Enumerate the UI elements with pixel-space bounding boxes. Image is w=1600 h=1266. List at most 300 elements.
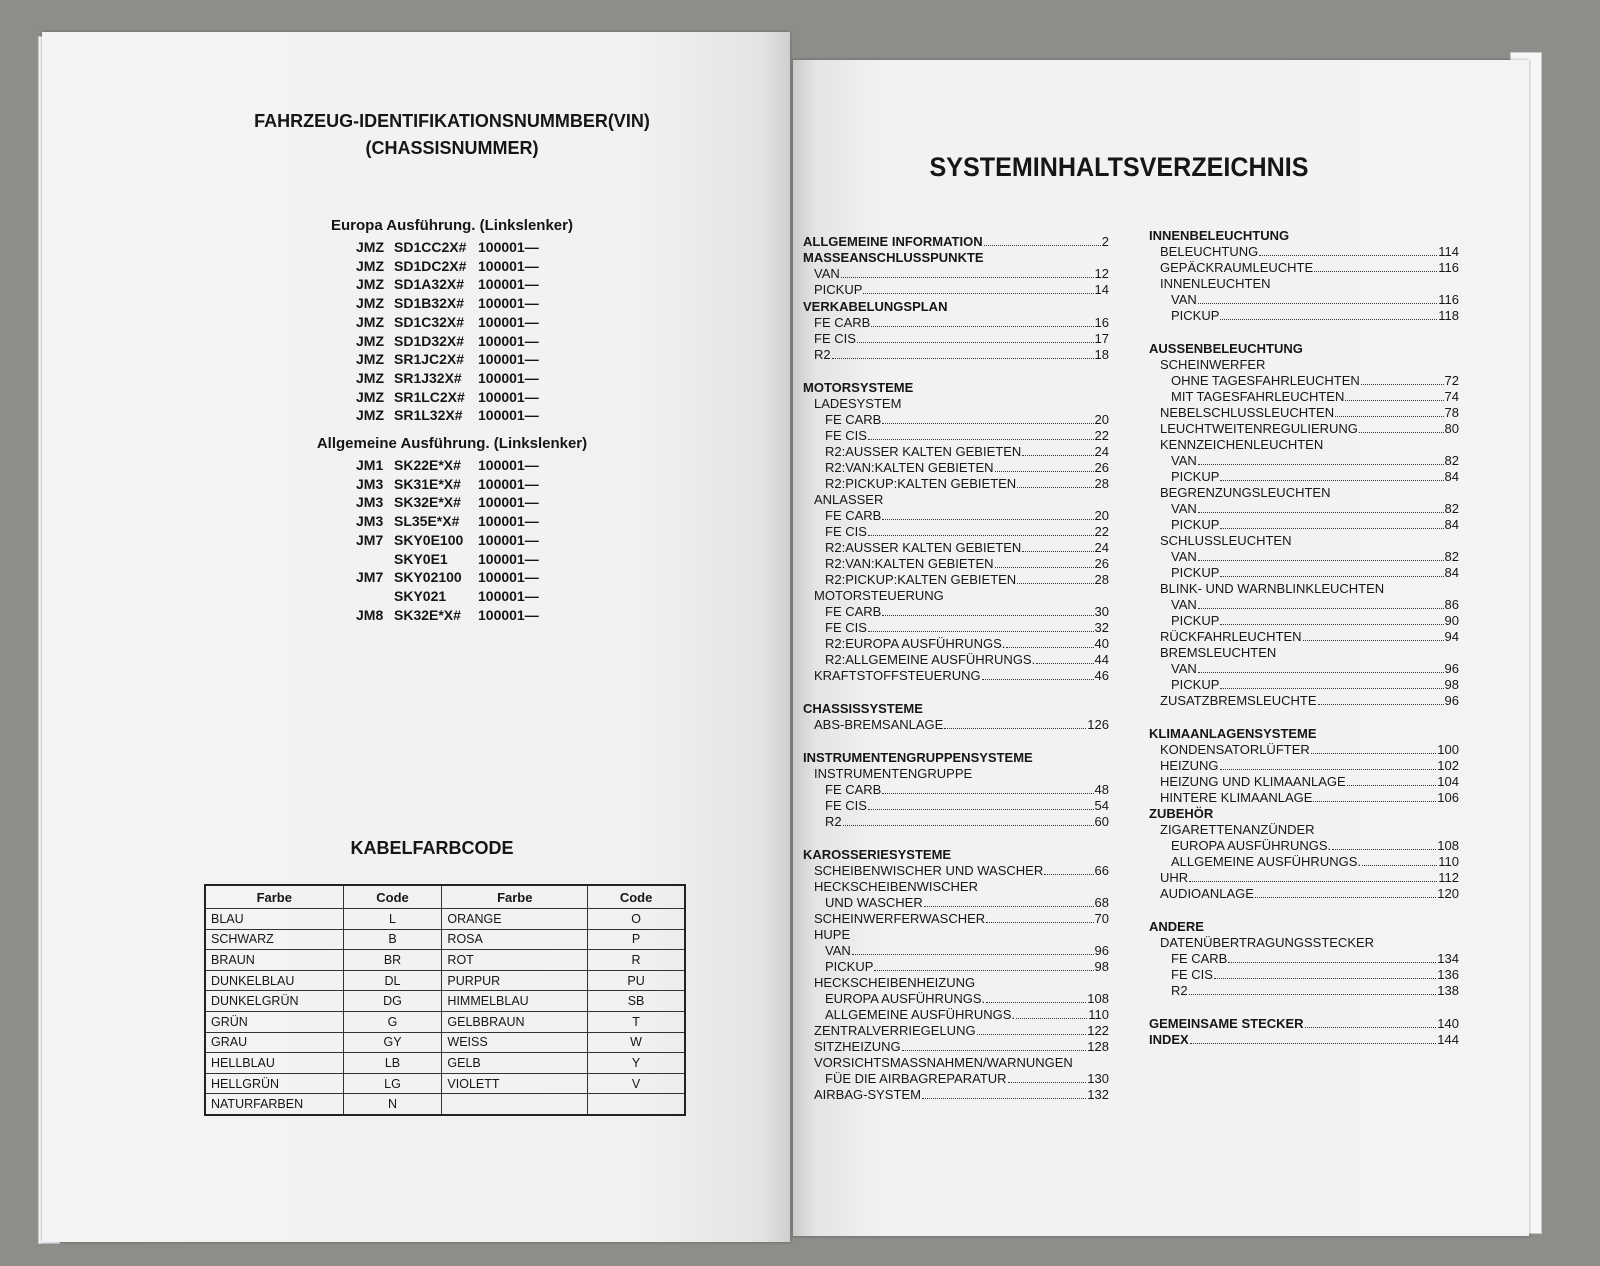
toc-entry — [814, 879, 1109, 895]
color-code-cell: GY — [343, 1032, 442, 1053]
toc-entry-title: INNENBELEUCHTUNG — [1149, 228, 1290, 243]
toc-entry-title: FE CARB — [825, 412, 882, 427]
toc-page-number: 28 — [1094, 572, 1109, 587]
color-code-cell: BR — [343, 950, 442, 971]
vin-group-heading: Europa Ausführung. (Linkslenker) — [331, 217, 573, 234]
toc-entry-title: DATENÜBERTRAGUNGSSTECKER — [1160, 935, 1375, 950]
toc-leader-dots — [1044, 874, 1093, 875]
toc-entry-title: KENNZEICHENLEUCHTEN — [1160, 437, 1324, 452]
header-code: Code — [588, 885, 685, 909]
vin-serial: 100001— — [478, 475, 539, 492]
table-row — [205, 1032, 685, 1053]
toc-page-number: 26 — [1094, 460, 1109, 475]
toc-page-number: 24 — [1094, 540, 1109, 555]
vin-serial: 100001— — [478, 332, 539, 349]
toc-entry-title: BEGRENZUNGSLEUCHTEN — [1160, 485, 1331, 500]
vin-prefix: JM7 — [356, 531, 384, 548]
toc-leader-dots — [1347, 785, 1437, 786]
toc-entry-title: PICKUP — [1171, 677, 1220, 692]
toc-entry-title: MOTORSTEUERUNG — [814, 588, 944, 603]
vin-prefix: JMZ — [356, 388, 384, 405]
toc-page-number: 18 — [1094, 347, 1109, 362]
toc-entry — [1171, 983, 1459, 999]
toc-entry — [1160, 774, 1459, 790]
toc-entry — [825, 782, 1109, 798]
toc-entry-title: KLIMAANLAGENSYSTEME — [1149, 726, 1317, 741]
toc-entry-title: FE CARB — [814, 315, 871, 330]
toc-entry — [814, 863, 1109, 879]
toc-entry-title: VAN — [1171, 501, 1197, 516]
color-code-cell: SB — [588, 991, 685, 1012]
vin-prefix: JMZ — [356, 313, 384, 330]
toc-entry-title: OHNE TAGESFAHRLEUCHTEN — [1171, 373, 1360, 388]
toc-page-number: 108 — [1087, 991, 1109, 1006]
vin-prefix: JMZ — [356, 407, 384, 424]
toc-entry-title: ALLGEMEINE AUSFÜHRUNGS. — [1171, 854, 1361, 869]
toc-leader-dots — [902, 1050, 1087, 1051]
toc-entry — [814, 766, 1109, 782]
toc-entry-title: R2:AUSSER KALTEN GEBIETEN — [825, 444, 1022, 459]
vin-serial: 100001— — [478, 587, 539, 604]
toc-page-number: 138 — [1437, 983, 1459, 998]
toc-page-number: 48 — [1094, 782, 1109, 797]
color-code-cell: DG — [343, 991, 442, 1012]
toc-entry — [1160, 276, 1459, 292]
toc-leader-dots — [882, 793, 1093, 794]
toc-page-number: 12 — [1094, 266, 1109, 281]
toc-entry-title: VAN — [814, 266, 840, 281]
toc-entry-title: PICKUP — [825, 959, 874, 974]
toc-page-number: 96 — [1094, 943, 1109, 958]
color-name-cell: GRÜN — [205, 1011, 343, 1032]
toc-page-number: 98 — [1444, 677, 1459, 692]
vin-serial: 100001— — [478, 257, 539, 274]
table-row — [205, 909, 685, 930]
toc-page-number: 130 — [1087, 1071, 1109, 1086]
color-name-cell: GRAU — [205, 1032, 343, 1053]
toc-entry — [1160, 437, 1459, 453]
toc-entry — [1160, 629, 1459, 645]
vin-prefix: JM3 — [356, 475, 384, 492]
toc-leader-dots — [882, 519, 1093, 520]
color-code-cell: N — [343, 1094, 442, 1115]
toc-page-number: 114 — [1438, 244, 1459, 259]
vin-model-code: SR1L32X# — [394, 407, 463, 424]
toc-page-number: 46 — [1094, 668, 1109, 683]
toc-entry-title: R2:VAN:KALTEN GEBIETEN — [825, 556, 994, 571]
toc-entry — [1171, 549, 1459, 565]
toc-page-number: 144 — [1437, 1032, 1459, 1047]
toc-entry-title: SCHEINWERFER — [1160, 357, 1266, 372]
toc-leader-dots — [1259, 255, 1437, 256]
toc-entry — [1171, 967, 1459, 983]
toc-entry — [825, 412, 1109, 428]
toc-leader-dots — [1198, 512, 1444, 513]
toc-leader-dots — [1345, 400, 1443, 401]
vin-serial: 100001— — [478, 295, 539, 312]
color-code-cell — [588, 1094, 685, 1115]
toc-entry — [825, 556, 1109, 572]
toc-page-number: 44 — [1094, 652, 1109, 667]
toc-entry — [1171, 308, 1459, 324]
toc-entry — [803, 234, 1109, 250]
toc-page-number: 120 — [1437, 886, 1459, 901]
toc-leader-dots — [922, 1098, 1086, 1099]
toc-entry-title: PICKUP — [1171, 308, 1220, 323]
toc-entry-title: VAN — [1171, 453, 1197, 468]
toc-entry — [1149, 1016, 1459, 1032]
toc-page-number: 94 — [1444, 629, 1459, 644]
toc-entry-title: BLINK- UND WARNBLINKLEUCHTEN — [1160, 581, 1385, 596]
toc-entry — [825, 620, 1109, 636]
toc-entry-title: INDEX — [1149, 1032, 1189, 1047]
color-name-cell: BRAUN — [205, 950, 343, 971]
toc-entry-title: R2:ALLGEMEINE AUSFÜHRUNGS. — [825, 652, 1036, 667]
toc-leader-dots — [1311, 753, 1437, 754]
color-name-cell: GELBBRAUN — [442, 1011, 588, 1032]
toc-entry — [1160, 485, 1459, 501]
toc-leader-dots — [977, 1034, 1087, 1035]
toc-leader-dots — [871, 326, 1093, 327]
vin-model-code: SR1LC2X# — [394, 388, 465, 405]
color-code-cell: R — [588, 950, 685, 971]
vin-model-code: SKY0E1 — [394, 550, 448, 567]
toc-page-number: 54 — [1094, 798, 1109, 813]
toc-page-number: 82 — [1444, 501, 1459, 516]
toc-leader-dots — [1198, 303, 1438, 304]
toc-page-number: 72 — [1444, 373, 1459, 388]
toc-entry-title: VAN — [1171, 292, 1197, 307]
toc-entry — [814, 1055, 1109, 1071]
color-name-cell: PURPUR — [442, 970, 588, 991]
toc-leader-dots — [1313, 801, 1436, 802]
toc-entry-title: ZUSATZBREMSLEUCHTE — [1160, 693, 1317, 708]
toc-entry-title: FE CIS — [1171, 967, 1213, 982]
toc-page-number: 132 — [1087, 1087, 1109, 1102]
vin-group-heading: Allgemeine Ausführung. (Linkslenker) — [316, 435, 588, 452]
toc-page-number: 26 — [1094, 556, 1109, 571]
toc-leader-dots — [1220, 769, 1437, 770]
color-name-cell: ROSA — [442, 929, 588, 950]
toc-leader-dots — [1359, 432, 1444, 433]
toc-entry-title: SCHLUSSLEUCHTEN — [1160, 533, 1292, 548]
toc-entry-title: MASSEANSCHLUSSPUNKTE — [803, 250, 984, 265]
toc-entry-title: GEMEINSAME STECKER — [1149, 1016, 1304, 1031]
toc-leader-dots — [1189, 994, 1437, 995]
vin-serial: 100001— — [478, 550, 539, 567]
table-row — [205, 950, 685, 971]
header-code: Code — [343, 885, 442, 909]
color-name-cell: GELB — [442, 1053, 588, 1074]
color-code-cell: Y — [588, 1053, 685, 1074]
toc-entry — [814, 315, 1109, 331]
toc-page-number: 16 — [1094, 315, 1109, 330]
toc-page-number: 2 — [1101, 234, 1109, 249]
toc-entry-title: ALLGEMEINE INFORMATION — [803, 234, 983, 249]
toc-entry-title: ZENTRALVERRIEGELUNG — [814, 1023, 976, 1038]
toc-entry-title: AUDIOANLAGE — [1160, 886, 1254, 901]
toc-page-number: 86 — [1444, 597, 1459, 612]
toc-page-number: 116 — [1438, 260, 1459, 275]
toc-entry — [825, 604, 1109, 620]
toc-leader-dots — [868, 631, 1094, 632]
toc-entry — [1160, 693, 1459, 709]
toc-entry-title: FE CARB — [825, 508, 882, 523]
toc-leader-dots — [1361, 384, 1444, 385]
toc-entry — [803, 701, 1109, 717]
toc-leader-dots — [882, 423, 1093, 424]
toc-entry-title: RÜCKFAHRLEUCHTEN — [1160, 629, 1302, 644]
toc-page-number: 84 — [1444, 469, 1459, 484]
vin-prefix: JMZ — [356, 276, 384, 293]
toc-page-number: 104 — [1437, 774, 1459, 789]
toc-entry — [1171, 501, 1459, 517]
vin-serial: 100001— — [478, 606, 539, 623]
toc-entry-title: INSTRUMENTENGRUPPENSYSTEME — [803, 750, 1033, 765]
toc-page-number: 126 — [1087, 717, 1109, 732]
toc-entry-title: FE CARB — [825, 782, 882, 797]
toc-page-number: 106 — [1437, 790, 1459, 805]
color-code-cell: B — [343, 929, 442, 950]
vin-model-code: SD1C32X# — [394, 313, 465, 330]
toc-entry — [814, 588, 1109, 604]
toc-entry — [1149, 341, 1459, 357]
toc-entry-title: LADESYSTEM — [814, 396, 902, 411]
toc-leader-dots — [1214, 978, 1436, 979]
vin-serial: 100001— — [478, 369, 539, 386]
toc-leader-dots — [1220, 319, 1437, 320]
toc-page-number: 136 — [1437, 967, 1459, 982]
toc-entry — [814, 911, 1109, 927]
color-name-cell: DUNKELBLAU — [205, 970, 343, 991]
toc-page-number: 110 — [1088, 1007, 1109, 1022]
toc-page-number: 66 — [1094, 863, 1109, 878]
vin-model-code: SD1A32X# — [394, 276, 465, 293]
toc-entry — [1149, 726, 1459, 742]
toc-page-number: 96 — [1444, 693, 1459, 708]
color-code-cell: V — [588, 1073, 685, 1094]
toc-page-number: 20 — [1094, 412, 1109, 427]
toc-leader-dots — [1303, 640, 1444, 641]
toc-leader-dots — [841, 277, 1094, 278]
toc-entry — [803, 847, 1109, 863]
right-page — [793, 60, 1529, 1236]
toc-leader-dots — [882, 615, 1093, 616]
toc-entry — [814, 331, 1109, 347]
toc-entry-title: GEPÄCKRAUMLEUCHTE — [1160, 260, 1314, 275]
toc-leader-dots — [1022, 455, 1093, 456]
toc-leader-dots — [1335, 416, 1443, 417]
toc-page-number: 78 — [1444, 405, 1459, 420]
cable-color-code-title: KABELFARBCODE — [350, 838, 514, 858]
toc-entry — [825, 1007, 1109, 1023]
toc-leader-dots — [1220, 480, 1443, 481]
vin-model-code: SD1CC2X# — [394, 239, 467, 255]
toc-page-number: 22 — [1094, 524, 1109, 539]
toc-page-number: 24 — [1094, 444, 1109, 459]
toc-page-number: 128 — [1087, 1039, 1109, 1054]
toc-entry — [1171, 677, 1459, 693]
toc-leader-dots — [1006, 647, 1093, 648]
toc-leader-dots — [1318, 704, 1444, 705]
toc-leader-dots — [1198, 608, 1444, 609]
color-name-cell: SCHWARZ — [205, 929, 343, 950]
toc-entry — [814, 492, 1109, 508]
vin-model-code: SK22E*X# — [394, 457, 461, 473]
toc-leader-dots — [868, 809, 1094, 810]
toc-entry — [825, 798, 1109, 814]
toc-page-number: 40 — [1094, 636, 1109, 651]
vin-model-code: SD1DC2X# — [394, 257, 467, 274]
toc-entry-title: ANLASSER — [814, 492, 884, 507]
vin-model-code: SK32E*X# — [394, 494, 461, 511]
toc-entry-title: HECKSCHEIBENWISCHER — [814, 879, 978, 894]
toc-entry-title: ZIGARETTENANZÜNDER — [1160, 822, 1315, 837]
toc-entry-title: PICKUP — [814, 282, 863, 297]
color-code-cell: L — [343, 909, 442, 930]
toc-page-number: 98 — [1094, 959, 1109, 974]
toc-entry — [825, 895, 1109, 911]
toc-entry — [825, 428, 1109, 444]
toc-entry — [1160, 742, 1459, 758]
toc-entry-title: VAN — [1171, 549, 1197, 564]
toc-page-number: 17 — [1094, 331, 1109, 346]
toc-entry-title: AIRBAG-SYSTEM — [814, 1087, 921, 1102]
toc-leader-dots — [986, 922, 1093, 923]
toc-entry — [1171, 951, 1459, 967]
toc-leader-dots — [1190, 1043, 1437, 1044]
toc-leader-dots — [1220, 624, 1443, 625]
toc-leader-dots — [1016, 1018, 1087, 1019]
toc-page-number: 84 — [1444, 517, 1459, 532]
vin-prefix: JMZ — [356, 332, 384, 349]
toc-entry-title: R2 — [814, 347, 831, 362]
vin-title-line-1: FAHRZEUG-IDENTIFIKATIONSNUMMBER(VIN) — [254, 111, 650, 131]
vin-model-code: SR1JC2X# — [394, 351, 465, 368]
toc-entry — [803, 299, 1109, 315]
toc-entry-title: VAN — [1171, 661, 1197, 676]
vin-model-code: SD1B32X# — [394, 295, 465, 312]
toc-entry — [1160, 935, 1459, 951]
toc-entry-title: INSTRUMENTENGRUPPE — [814, 766, 973, 781]
toc-entry-title: FE CIS — [825, 798, 867, 813]
toc-entry-title: HECKSCHEIBENHEIZUNG — [814, 975, 976, 990]
toc-entry — [1171, 838, 1459, 854]
toc-entry — [803, 380, 1109, 396]
toc-entry — [1160, 870, 1459, 886]
color-name-cell: NATURFARBEN — [205, 1094, 343, 1115]
toc-entry-title: HEIZUNG — [1160, 758, 1219, 773]
toc-entry — [1171, 469, 1459, 485]
toc-entry-title: BREMSLEUCHTEN — [1160, 645, 1277, 660]
color-code-cell: DL — [343, 970, 442, 991]
color-code-cell: P — [588, 929, 685, 950]
vin-model-code: SK32E*X# — [394, 606, 461, 623]
color-code-cell: PU — [588, 970, 685, 991]
vin-prefix: JMZ — [356, 257, 384, 274]
toc-entry-title: FE CIS — [825, 428, 867, 443]
toc-leader-dots — [1362, 865, 1437, 866]
toc-entry — [1160, 790, 1459, 806]
table-header-row — [205, 885, 685, 909]
toc-entry-title: R2:PICKUP:KALTEN GEBIETEN — [825, 572, 1017, 587]
vin-model-code: SD1D32X# — [394, 332, 465, 349]
toc-entry — [814, 1039, 1109, 1055]
toc-entry-title: R2:EUROPA AUSFÜHRUNGS. — [825, 636, 1006, 651]
toc-page-number: 110 — [1438, 854, 1459, 869]
toc-entry-title: UND WASCHER — [825, 895, 923, 910]
cable-color-table-body — [205, 909, 685, 1115]
table-row — [205, 970, 685, 991]
left-page — [42, 32, 790, 1242]
toc-entry-title: ZUBEHÖR — [1149, 806, 1214, 821]
toc-entry — [814, 396, 1109, 412]
toc-entry-title: EUROPA AUSFÜHRUNGS. — [825, 991, 986, 1006]
color-name-cell: DUNKELGRÜN — [205, 991, 343, 1012]
vin-serial: 100001— — [478, 351, 539, 368]
toc-page-number: 80 — [1444, 421, 1459, 436]
toc-leader-dots — [863, 293, 1093, 294]
vin-serial: 100001— — [478, 513, 539, 530]
toc-entry — [1149, 1032, 1459, 1048]
header-farbe: Farbe — [442, 885, 588, 909]
toc-entry-title: SITZHEIZUNG — [814, 1039, 901, 1054]
toc-leader-dots — [1332, 849, 1436, 850]
toc-entry-title: FÜE DIE AIRBAGREPARATUR — [825, 1071, 1007, 1086]
toc-leader-dots — [852, 954, 1094, 955]
toc-entry — [825, 460, 1109, 476]
toc-leader-dots — [1228, 962, 1436, 963]
vin-prefix: JMZ — [356, 369, 384, 386]
toc-entry-title: SCHEIBENWISCHER UND WASCHER — [814, 863, 1044, 878]
toc-entry — [1171, 854, 1459, 870]
toc-entry — [1160, 645, 1459, 661]
toc-entry-title: VORSICHTSMASSNAHMEN/WARNUNGEN — [814, 1055, 1073, 1070]
vin-prefix: JMZ — [356, 351, 384, 368]
toc-page-number: 102 — [1437, 758, 1459, 773]
toc-entry — [825, 652, 1109, 668]
vin-serial: 100001— — [478, 239, 539, 255]
vin-prefix: JM7 — [356, 569, 384, 586]
toc-entry — [825, 572, 1109, 588]
toc-entry — [1171, 292, 1459, 308]
color-name-cell: HELLBLAU — [205, 1053, 343, 1074]
color-name-cell: HIMMELBLAU — [442, 991, 588, 1012]
toc-entry — [825, 814, 1109, 830]
toc-entry — [1160, 260, 1459, 276]
toc-leader-dots — [1036, 663, 1093, 664]
toc-entry — [1149, 806, 1459, 822]
table-row — [205, 1053, 685, 1074]
toc-entry — [803, 750, 1109, 766]
toc-entry — [1171, 565, 1459, 581]
toc-entry-title: FE CARB — [825, 604, 882, 619]
header-farbe: Farbe — [205, 885, 343, 909]
toc-entry — [1171, 389, 1459, 405]
vin-serial: 100001— — [478, 407, 539, 424]
toc-entry — [814, 717, 1109, 733]
toc-entry-title: HEIZUNG UND KLIMAANLAGE — [1160, 774, 1346, 789]
toc-entry-title: R2:PICKUP:KALTEN GEBIETEN — [825, 476, 1017, 491]
color-code-cell: O — [588, 909, 685, 930]
color-name-cell — [442, 1094, 588, 1115]
toc-entry-title: R2:VAN:KALTEN GEBIETEN — [825, 460, 994, 475]
toc-entry-title: PICKUP — [1171, 469, 1220, 484]
toc-leader-dots — [986, 1002, 1086, 1003]
toc-leader-dots — [995, 567, 1094, 568]
toc-entry — [803, 250, 1109, 266]
toc-leader-dots — [1198, 464, 1444, 465]
